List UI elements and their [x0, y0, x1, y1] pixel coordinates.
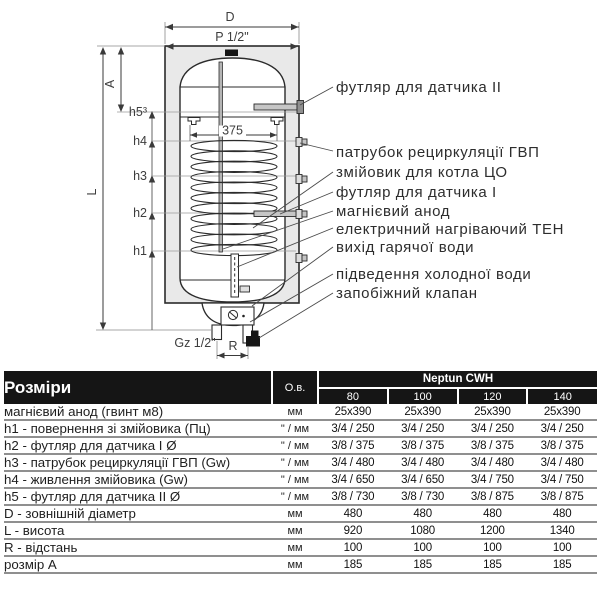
dim-L-label: L: [85, 188, 99, 196]
row-value: 3/4 / 250: [331, 422, 375, 435]
row-value: 3/4 / 250: [540, 422, 584, 435]
model-header-80: 80: [318, 388, 388, 404]
row-unit: " / мм: [280, 473, 310, 486]
row-label: h1 - повернення зі змійовика (Пц): [4, 421, 211, 437]
row-value: 25x390: [474, 405, 511, 418]
dim-Gz-label: Gz 1/2": [174, 336, 216, 350]
row-unit: мм: [287, 558, 303, 571]
row-value: 25x390: [404, 405, 441, 418]
row-value: 25x390: [334, 405, 372, 418]
row-value: 3/4 / 480: [470, 456, 514, 469]
dim-A-label: A: [103, 79, 117, 89]
table-row: [4, 488, 597, 505]
table-row: [4, 404, 597, 420]
row-value: 3/8 / 875: [470, 490, 514, 503]
table-row: [4, 556, 597, 573]
row-value: 3/4 / 650: [331, 473, 375, 486]
model-header-100: 100: [388, 388, 458, 404]
row-value: 3/4 / 480: [540, 456, 584, 469]
row-value: 920: [343, 524, 363, 537]
row-value: 1340: [549, 524, 575, 537]
row-label: h2 - футляр для датчика I Ø: [4, 438, 177, 454]
table-row: [4, 505, 597, 522]
model-header-120: 120: [458, 388, 528, 404]
row-value: 3/4 / 650: [401, 473, 445, 486]
row-value: 100: [483, 541, 502, 554]
row-value: 1080: [410, 524, 436, 537]
row-value: 3/4 / 250: [470, 422, 514, 435]
row-unit: мм: [287, 507, 303, 520]
top-connection-cap: [225, 50, 238, 57]
row-label: L - висота: [4, 523, 65, 539]
table-row: [4, 420, 597, 437]
model-header-140: 140: [527, 388, 597, 404]
callout-heating-element: електричний нагріваючий ТЕН: [336, 221, 565, 238]
row-unit: мм: [287, 405, 303, 418]
callout-recirculation-port: патрубок рециркуляції ГВП: [336, 144, 540, 161]
unit-column-header: О.в.: [272, 371, 318, 404]
row-value: 3/8 / 375: [401, 439, 445, 452]
row-unit: " / мм: [280, 490, 310, 503]
row-value: 25x390: [543, 405, 581, 418]
dim-h5-label: h5³: [128, 105, 147, 119]
coil-width-label: 375: [222, 123, 243, 138]
row-value: 3/8 / 375: [470, 439, 514, 452]
table-row: [4, 539, 597, 556]
table-row: [4, 437, 597, 454]
callout-sensor-sleeve-2: футляр для датчика II: [336, 79, 502, 96]
callout-cold-water-inlet: підведення холодної води: [336, 266, 532, 283]
row-value: 3/4 / 750: [470, 473, 514, 486]
row-value: 3/4 / 250: [401, 422, 445, 435]
callout-sensor-sleeve-1: футляр для датчика I: [336, 184, 497, 201]
row-value: 480: [343, 507, 363, 520]
dim-P-label: P 1/2": [215, 30, 249, 44]
callout-hot-water-outlet: вихід гарячої води: [336, 239, 475, 256]
row-value: 100: [343, 541, 363, 554]
row-unit: " / мм: [280, 422, 310, 435]
row-label: h5 - футляр для датчика II Ø: [4, 489, 181, 505]
row-value: 185: [483, 558, 502, 571]
row-value: 480: [483, 507, 502, 520]
table-row: [4, 454, 597, 471]
row-value: 3/8 / 875: [540, 490, 584, 503]
row-value: 185: [413, 558, 432, 571]
row-unit: мм: [287, 541, 303, 554]
series-header: Neptun CWH: [318, 371, 597, 388]
table-header: [4, 371, 597, 404]
dim-R-label: R: [228, 339, 238, 353]
dim-D-label: D: [225, 10, 235, 24]
row-value: 100: [552, 541, 572, 554]
row-value: 100: [413, 541, 432, 554]
row-unit: " / мм: [280, 439, 310, 452]
row-label: h3 - патрубок рециркуляції ГВП (Gw): [4, 455, 231, 471]
dim-h1-label: h1: [133, 244, 147, 258]
row-value: 3/4 / 480: [331, 456, 375, 469]
specifications-table: [4, 371, 597, 574]
callout-safety-valve: запобіжний клапан: [336, 285, 478, 302]
row-value: 3/8 / 375: [331, 439, 375, 452]
row-value: 185: [552, 558, 572, 571]
dim-h3-label: h3: [133, 169, 147, 183]
row-value: 3/4 / 480: [401, 456, 445, 469]
row-label: h4 - живлення змійовика (Gw): [4, 472, 188, 488]
row-label: R - відстань: [4, 540, 78, 556]
row-value: 3/8 / 375: [540, 439, 584, 452]
row-label: D - зовнішній діаметр: [4, 506, 136, 522]
dim-h2-label: h2: [133, 206, 147, 220]
row-value: 480: [413, 507, 432, 520]
row-label: магнієвий анод (гвинт м8): [4, 404, 164, 420]
row-value: 3/4 / 750: [540, 473, 584, 486]
callout-magnesium-anode: магнієвий анод: [336, 203, 451, 220]
row-unit: мм: [287, 524, 303, 537]
callout-labels: [336, 79, 564, 302]
table-row: [4, 471, 597, 488]
row-value: 1200: [479, 524, 505, 537]
table-title: Розміри: [4, 371, 272, 404]
row-label: розмір A: [4, 557, 57, 573]
row-value: 480: [552, 507, 572, 520]
dim-h4-label: h4: [133, 134, 147, 148]
callout-boiler-coil: змійовик для котла ЦО: [336, 164, 508, 181]
sensor-sleeve-1: [254, 211, 296, 217]
row-unit: " / мм: [280, 456, 310, 469]
table-row: [4, 522, 597, 539]
row-value: 3/8 / 730: [331, 490, 375, 503]
row-value: 3/8 / 730: [401, 490, 445, 503]
row-value: 185: [343, 558, 363, 571]
